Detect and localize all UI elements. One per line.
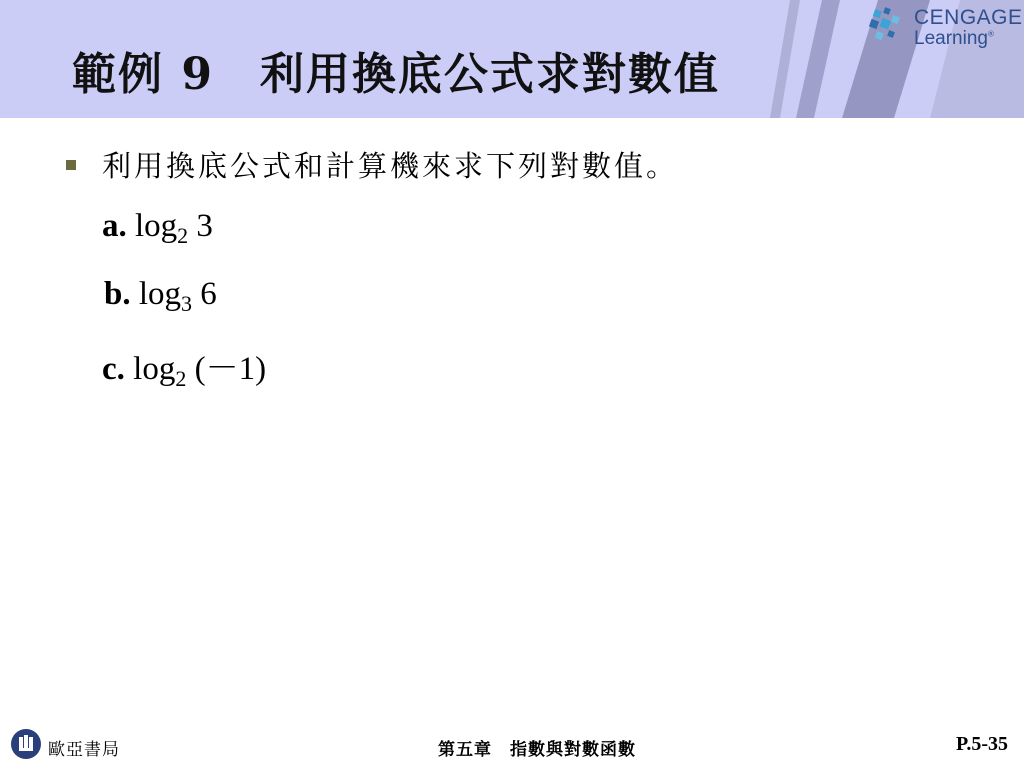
slide-footer — [0, 726, 1024, 766]
item-b: b. $\log_3 6$ — [104, 276, 217, 316]
publisher-name: 歐亞書局 — [48, 740, 120, 760]
logo-text-learning: Learning® — [914, 28, 994, 49]
logo-text-cengage: CENGAGE — [914, 6, 1023, 29]
item-c: c. $\log_2 (-1)$ — [102, 351, 267, 391]
slide-header — [0, 0, 1024, 118]
square-bullet-icon — [66, 160, 76, 170]
chapter-title: 第五章 指數與對數函數 — [438, 740, 636, 760]
publisher-logo-icon — [10, 728, 42, 760]
page-number: P.5-35 — [955, 733, 1008, 755]
cengage-logo — [868, 4, 1023, 52]
bullet-row — [66, 144, 678, 185]
slide-title: 範例 9 利用換底公式求對數值 — [72, 49, 720, 100]
bullet-text: 利用換底公式和計算機來求下列對數值。 — [102, 149, 679, 183]
cengage-logo-mark-icon — [868, 6, 908, 46]
item-a: a. $\log_2 3$ — [102, 208, 213, 248]
